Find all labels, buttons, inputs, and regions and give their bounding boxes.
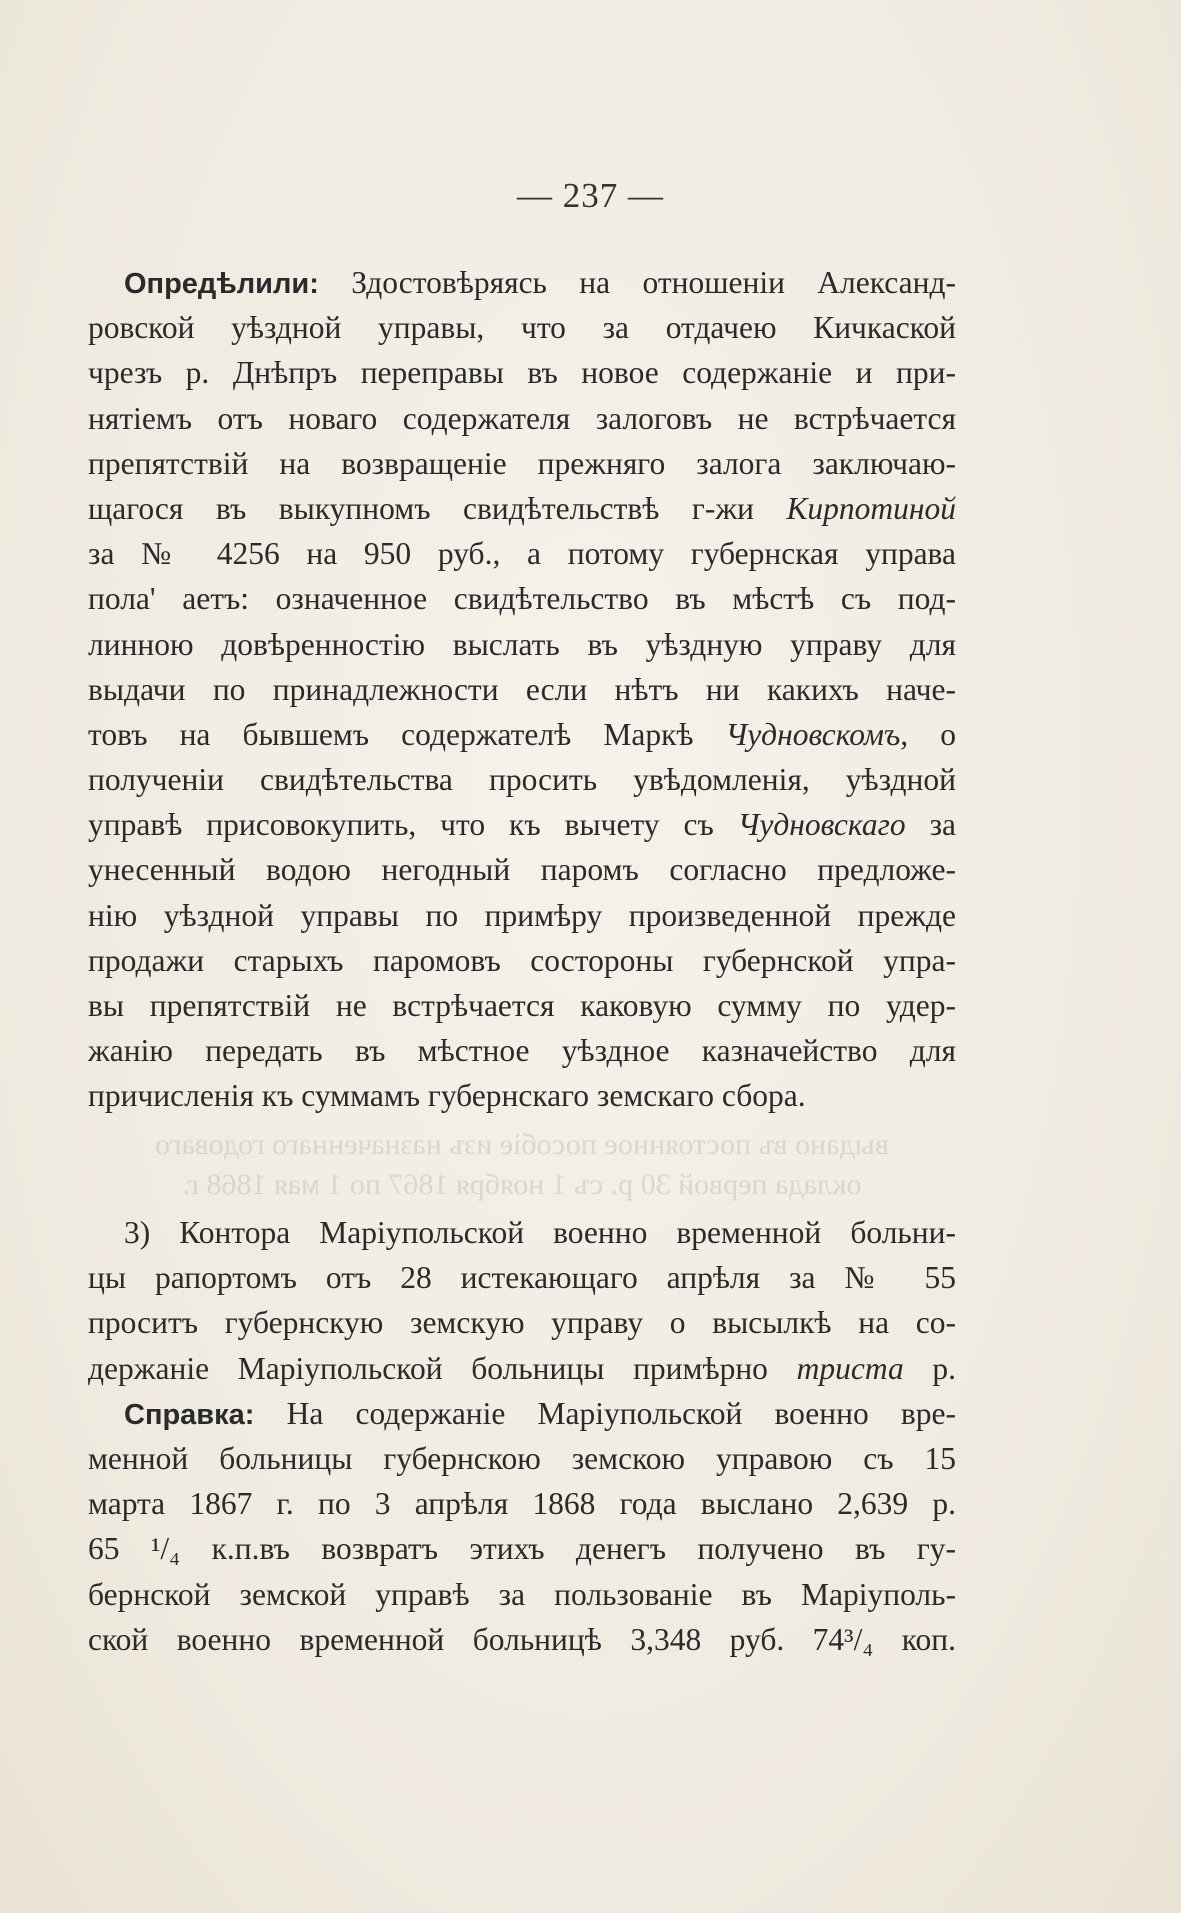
item-3-paragraph bbox=[88, 1210, 956, 1662]
text-line: проситъ губернскую земскую управу о высылкѣ на со- bbox=[88, 1305, 956, 1341]
text-line: нятіемъ отъ новаго содержателя залоговъ не встрѣчается bbox=[88, 400, 956, 436]
reference-label: Справка: bbox=[124, 1398, 255, 1431]
surname-chudnovsky-genitive: Чудновскаго bbox=[737, 807, 906, 843]
text-line: продажи старыхъ паромовъ состороны губернской упра- bbox=[88, 942, 956, 978]
text-line: вы препятствій не встрѣчается каковую сумму по удер- bbox=[88, 988, 956, 1023]
resolution-label: Опредѣлили: bbox=[124, 268, 319, 300]
text-line: причисленія къ суммамъ губернскаго земскаго сбора. bbox=[88, 1078, 806, 1114]
text-line: 3) Контора Маріупольской военно временной больни- bbox=[124, 1215, 956, 1250]
bleed-through-line: оклада первой 30 р. съ 1 ноября 1867 по 1 мая 1868 г. bbox=[182, 1168, 862, 1201]
page-number: — 237 — bbox=[517, 176, 664, 215]
text-line: жанію передать въ мѣстное уѣздное казначейство для bbox=[88, 1033, 956, 1069]
text-line: Справка: На содержаніе Маріупольской военно вре- bbox=[124, 1395, 956, 1431]
text-line: ской военно временной больницѣ 3,348 руб. 74³/₄ коп. bbox=[88, 1621, 956, 1657]
surname-chudnovsky: Чудновскомъ, bbox=[725, 716, 909, 752]
text-line: товъ на бывшемъ содержателѣ Маркѣ Чудновскомъ, о bbox=[88, 716, 956, 752]
text-line: нію уѣздной управы по примѣру произведенной прежде bbox=[88, 897, 956, 933]
text-line: щагося въ выкупномъ свидѣтельствѣ г-жи Кирпотиной bbox=[88, 490, 956, 526]
text-line: цы рапортомъ отъ 28 истекающаго апрѣля за № 55 bbox=[88, 1260, 956, 1296]
text-line: препятствій на возвращеніе прежняго залога заключаю- bbox=[88, 445, 956, 481]
text-line: марта 1867 г. по 3 апрѣля 1868 года выслано 2,639 р. bbox=[88, 1486, 956, 1522]
text-line: бернской земской управѣ за пользованіе въ Маріуполь- bbox=[88, 1576, 956, 1612]
bleed-through-line: выдано въ постоянное пособіе изъ назначеннаго годоваго bbox=[154, 1128, 890, 1161]
text-line: унесенный водою негодный паромъ согласно предложе- bbox=[88, 852, 956, 888]
text-line: выдачи по принадлежности если нѣтъ ни какихъ наче- bbox=[88, 671, 956, 707]
text-line: 65 ¹/₄ к.п.въ возвратъ этихъ денегъ получено въ гу- bbox=[88, 1531, 956, 1567]
text-line: Опредѣлили: Здостовѣряясь на отношеніи Александ- bbox=[124, 265, 956, 300]
amount-word: триста bbox=[796, 1350, 904, 1386]
text-line: пола' аетъ: означенное свидѣтельство въ мѣстѣ съ под- bbox=[88, 581, 956, 617]
surname-kirpotina: Кирпотиной bbox=[786, 490, 956, 526]
text-line: чрезъ р. Днѣпръ переправы въ новое содержаніе и при- bbox=[88, 355, 956, 391]
text-line: полученіи свидѣтельства просить увѣдомленія, уѣздной bbox=[88, 762, 956, 798]
text-line: держаніе Маріупольской больницы примѣрно триста р. bbox=[88, 1350, 956, 1386]
text-line: менной больницы губернскою земскою управою съ 15 bbox=[88, 1440, 956, 1476]
text-line: ровской уѣздной управы, что за отдачею Кичкаской bbox=[88, 310, 956, 346]
text-line: управѣ присовокупить, что къ вычету съ Чудновскаго за bbox=[88, 807, 956, 843]
text-line: линною довѣренностію выслать въ уѣздную управу для bbox=[88, 626, 956, 662]
resolution-paragraph bbox=[88, 260, 956, 1119]
text-line: за № 4256 на 950 руб., а потому губернская управа bbox=[88, 536, 956, 572]
